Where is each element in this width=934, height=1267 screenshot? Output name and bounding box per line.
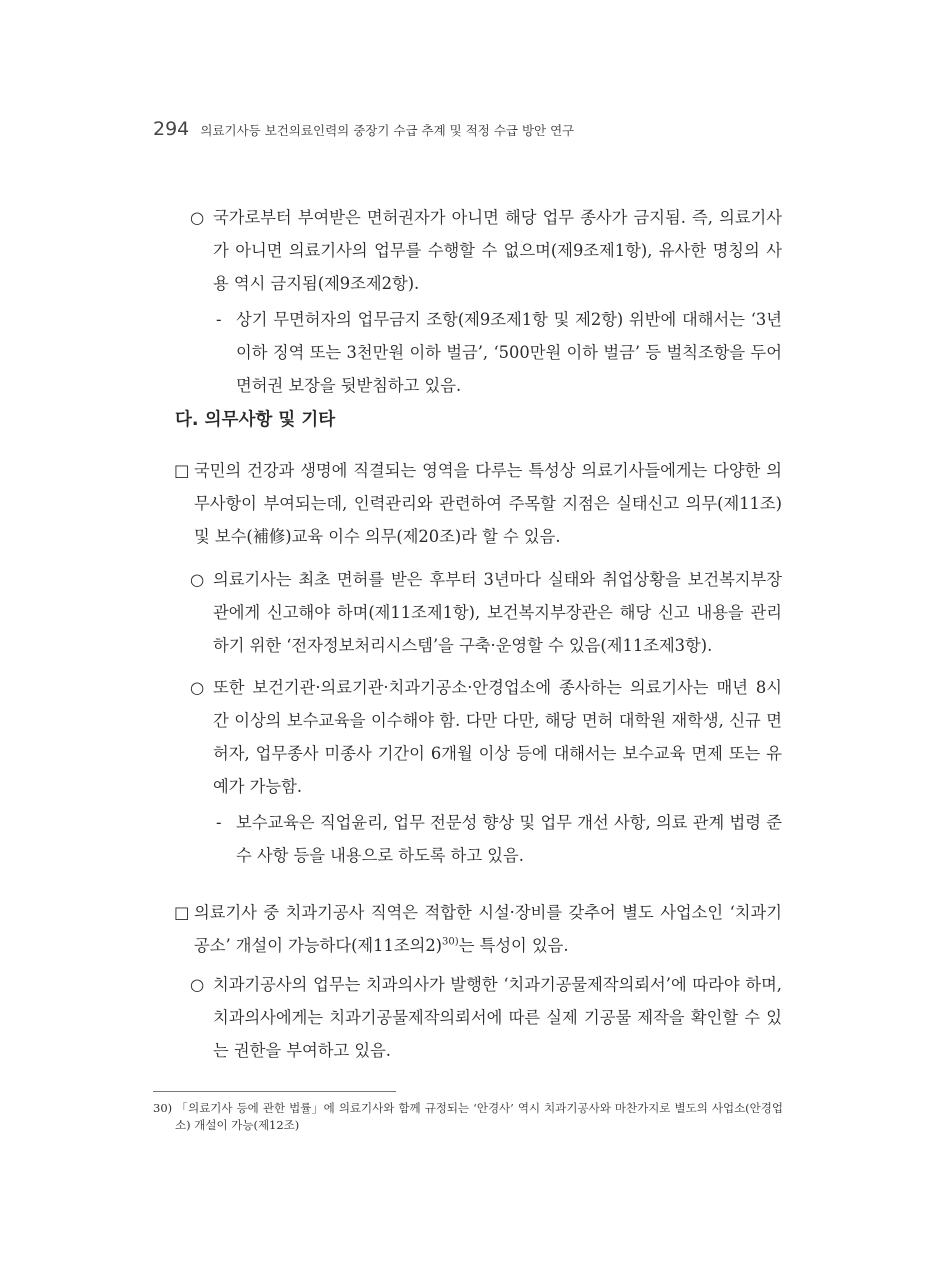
paragraph-circle-4 (190, 968, 782, 1067)
paragraph-dash-1 (214, 303, 782, 402)
dash-bullet: - (216, 310, 222, 329)
square-bullet: □ (174, 461, 190, 480)
paragraph-text: 상기 무면허자의 업무금지 조항(제9조제1항 및 제2항) 위반에 대해서는 ‘3년 이하 징역 또는 3천만원 이하 벌금’, ‘500만원 이하 벌금’ 등 벌칙조항을 두어 면허권 보장을 뒷받침하고 있음. (236, 310, 782, 395)
dash-bullet: - (216, 813, 222, 832)
paragraph-text: 또한 보건기관·의료기관·치과기공소·안경업소에 종사하는 의료기사는 매년 8시간 이상의 보수교육을 이수해야 함. 다만 다만, 해당 면허 대학원 재학생, 신규 면허자, 업무종사 미종사 기간이 6개월 이상 등에 대해서는 보수교육 면제 또는 유예가 가능함. (213, 678, 782, 796)
paragraph-text: 의료기사는 최초 면허를 받은 후부터 3년마다 실태와 취업상황을 보건복지부장관에게 신고해야 하며(제11조제1항), 보건복지부장관은 해당 신고 내용을 관리하기 위한 ‘전자정보처리시스템’을 구축·운영할 수 있음(제11조제3항). (213, 570, 782, 655)
circle-bullet: ○ (190, 570, 205, 589)
running-header (153, 118, 574, 140)
paragraph-circle-3 (190, 671, 782, 803)
page-number: 294 (153, 118, 190, 140)
paragraph-square-2 (174, 896, 782, 962)
paragraph-text: 보수교육은 직업윤리, 업무 전문성 향상 및 업무 개선 사항, 의료 관계 법령 준수 사항 등을 내용으로 하도록 하고 있음. (236, 813, 782, 865)
footnote (153, 1100, 783, 1134)
footnote-ref: 30) (442, 936, 459, 948)
paragraph-text: 치과기공사의 업무는 치과의사가 발행한 ‘치과기공물제작의뢰서’에 따라야 하며, 치과의사에게는 치과기공물제작의뢰서에 따른 실제 기공물 제작을 확인할 수 있는 권한을 부여하고 있음. (213, 975, 782, 1060)
paragraph-circle-1 (190, 201, 782, 300)
paragraph-dash-2 (214, 806, 782, 872)
circle-bullet: ○ (190, 208, 205, 227)
paragraph-text: 국가로부터 부여받은 면허권자가 아니면 해당 업무 종사가 금지됨. 즉, 의료기사가 아니면 의료기사의 업무를 수행할 수 없으며(제9조제1항), 유사한 명칭의 사용 역시 금지됨(제9조제2항). (213, 208, 782, 293)
square-bullet: □ (174, 903, 190, 922)
paragraph-circle-2 (190, 563, 782, 662)
paragraph-square-1 (174, 454, 782, 553)
paragraph-text-cont: 는 특성이 있음. (458, 936, 569, 955)
footnote-separator (153, 1091, 396, 1092)
running-title: 의료기사등 보건의료인력의 중장기 수급 추계 및 적정 수급 방안 연구 (200, 123, 575, 138)
paragraph-text: 국민의 건강과 생명에 직결되는 영역을 다루는 특성상 의료기사들에게는 다양한 의무사항이 부여되는데, 인력관리와 관련하여 주목할 지점은 실태신고 의무(제11조) 및 보수(補修)교육 이수 의무(제20조)라 할 수 있음. (194, 461, 782, 546)
circle-bullet: ○ (190, 975, 205, 994)
circle-bullet: ○ (190, 678, 205, 697)
paragraph-text: 의료기사 중 치과기공사 직역은 적합한 시설·장비를 갖추어 별도 사업소인 ‘치과기공소’ 개설이 가능하다(제11조의2) (194, 903, 782, 955)
section-heading: 다. 의무사항 및 기타 (175, 410, 336, 430)
footnote-text: 30) 「의료기사 등에 관한 법률」에 의료기사와 함께 규정되는 ‘안경사’ 역시 치과기공사와 마찬가지로 별도의 사업소(안경업소) 개설이 가능(제12조) (153, 1101, 783, 1132)
